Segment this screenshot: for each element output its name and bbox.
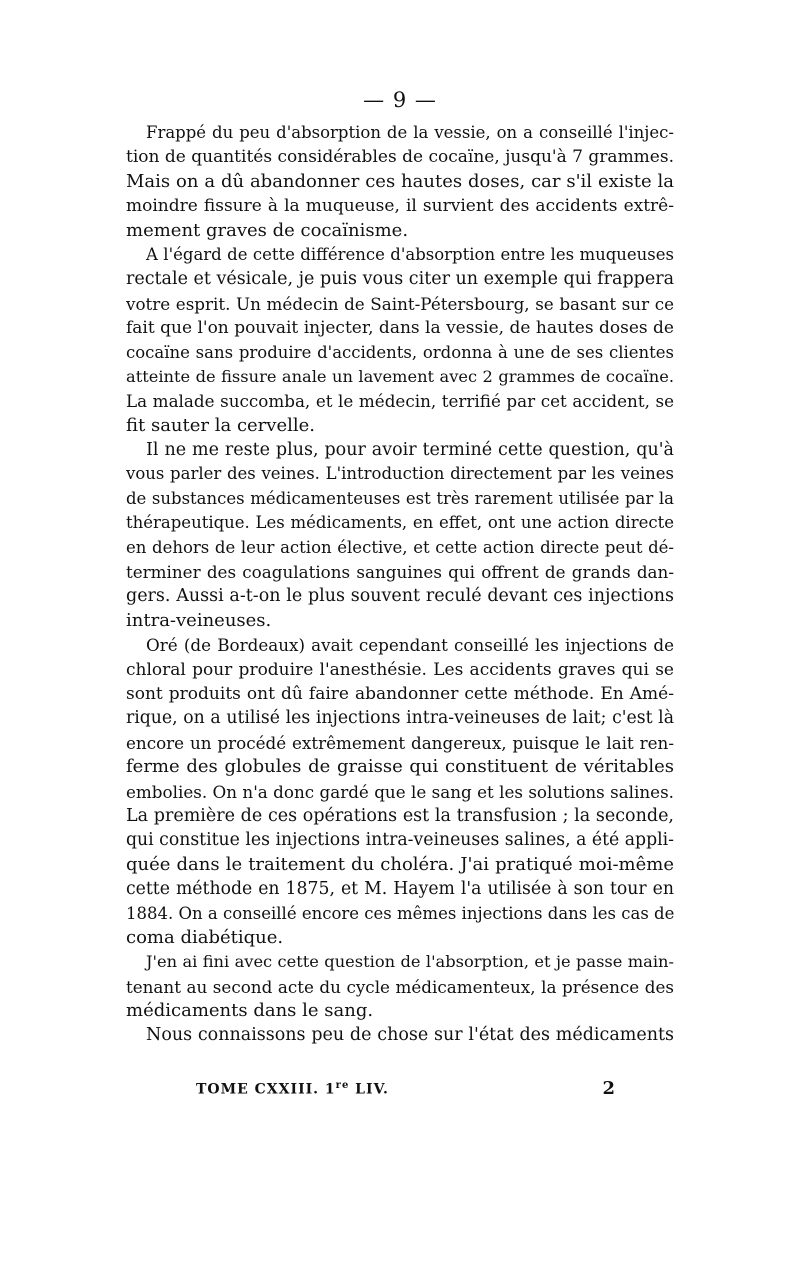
text-line: vous parler des veines. L'introduction directement par les veines [126,464,674,484]
text-line: J'en ai fini avec cette question de l'absorption, et je passe main- [146,952,674,972]
text-line: La malade succomba, et le médecin, terrifié par cet accident, se [126,391,674,412]
text-line: La première de ces opérations est la transfusion ; la seconde, [126,805,674,826]
text-line: moindre fissure à la muqueuse, il survient des accidents extrê- [126,196,674,217]
text-line: votre esprit. Un médecin de Saint-Pétersbourg, se basant sur ce [126,293,674,314]
text-line: Frappé du peu d'absorption de la vessie, on a conseillé l'injec- [146,123,674,142]
page-footer [196,1080,616,1104]
text-line: médicaments dans le sang. [126,1000,374,1022]
sheet-number: 2 [602,1078,616,1099]
text-line: cocaïne sans produire d'accidents, ordonna à une de ses clientes [126,342,674,362]
page-number: — 9 — [363,88,437,112]
text-line: terminer des coagulations sanguines qui offrent de grands dan- [126,562,674,583]
text-line: 1884. On a conseillé encore ces mêmes injections dans les cas de [126,903,674,923]
text-line: Il ne me reste plus, pour avoir terminé cette question, qu'à [146,440,674,461]
text-line: Mais on a dû abandonner ces hautes doses, car s'il existe la [126,170,674,192]
text-line: chloral pour produire l'anesthésie. Les accidents graves qui se [126,659,674,680]
text-line: fait que l'on pouvait injecter, dans la vessie, de hautes doses de [126,318,674,339]
text-line: de substances médicamenteuses est très rarement utilisée par la [126,488,674,508]
text-line: atteinte de fissure anale un lavement avec 2 grammes de cocaïne. [126,366,674,386]
text-line: tion de quantités considérables de cocaïne, jusqu'à 7 grammes. [126,147,674,168]
text-line: thérapeutique. Les médicaments, en effet, ont une action directe [126,513,674,533]
body-text [126,121,674,1048]
text-line: A l'égard de cette différence d'absorption entre les muqueuses [146,244,674,264]
signature-superscript: re [335,1080,350,1091]
text-line: sont produits ont dû faire abandonner cette méthode. En Amé- [126,683,674,704]
text-line: coma diabétique. [126,926,284,948]
signature-prefix: TOME CXXIII. 1 [196,1081,336,1098]
text-line: qui constitue les injections intra-veineuses salines, a été appli- [126,830,674,851]
text-line: fit sauter la cervelle. [126,414,315,436]
text-line: intra-veineuses. [126,609,272,631]
text-line: encore un procédé extrêmement dangereux, puisque le lait ren- [126,732,674,753]
text-line: Nous connaissons peu de chose sur l'état des médicaments [146,1025,674,1046]
text-line: rique, on a utilisé les injections intra-veineuses de lait; c'est là [126,708,674,729]
text-line: quée dans le traitement du choléra. J'ai pratiqué moi-même [126,853,674,875]
text-line: tenant au second acte du cycle médicamenteux, la présence des [126,976,674,997]
text-line: ferme des globules de graisse qui constituent de véritables [126,756,674,778]
text-line: mement graves de cocaïnisme. [126,219,409,241]
volume-signature [196,1080,389,1098]
text-line: gers. Aussi a-t-on le plus souvent reculé devant ces injections [126,586,674,607]
text-line: rectale et vésicale, je puis vous citer un exemple qui frappera [126,269,674,290]
text-line: Oré (de Bordeaux) avait cependant conseillé les injections de [146,635,674,656]
signature-suffix: LIV. [349,1081,389,1098]
text-line: embolies. On n'a donc gardé que le sang et les solutions salines. [126,781,674,802]
text-line: en dehors de leur action élective, et cette action directe peut dé- [126,537,674,557]
text-line: cette méthode en 1875, et M. Hayem l'a utilisée à son tour en [126,879,674,900]
